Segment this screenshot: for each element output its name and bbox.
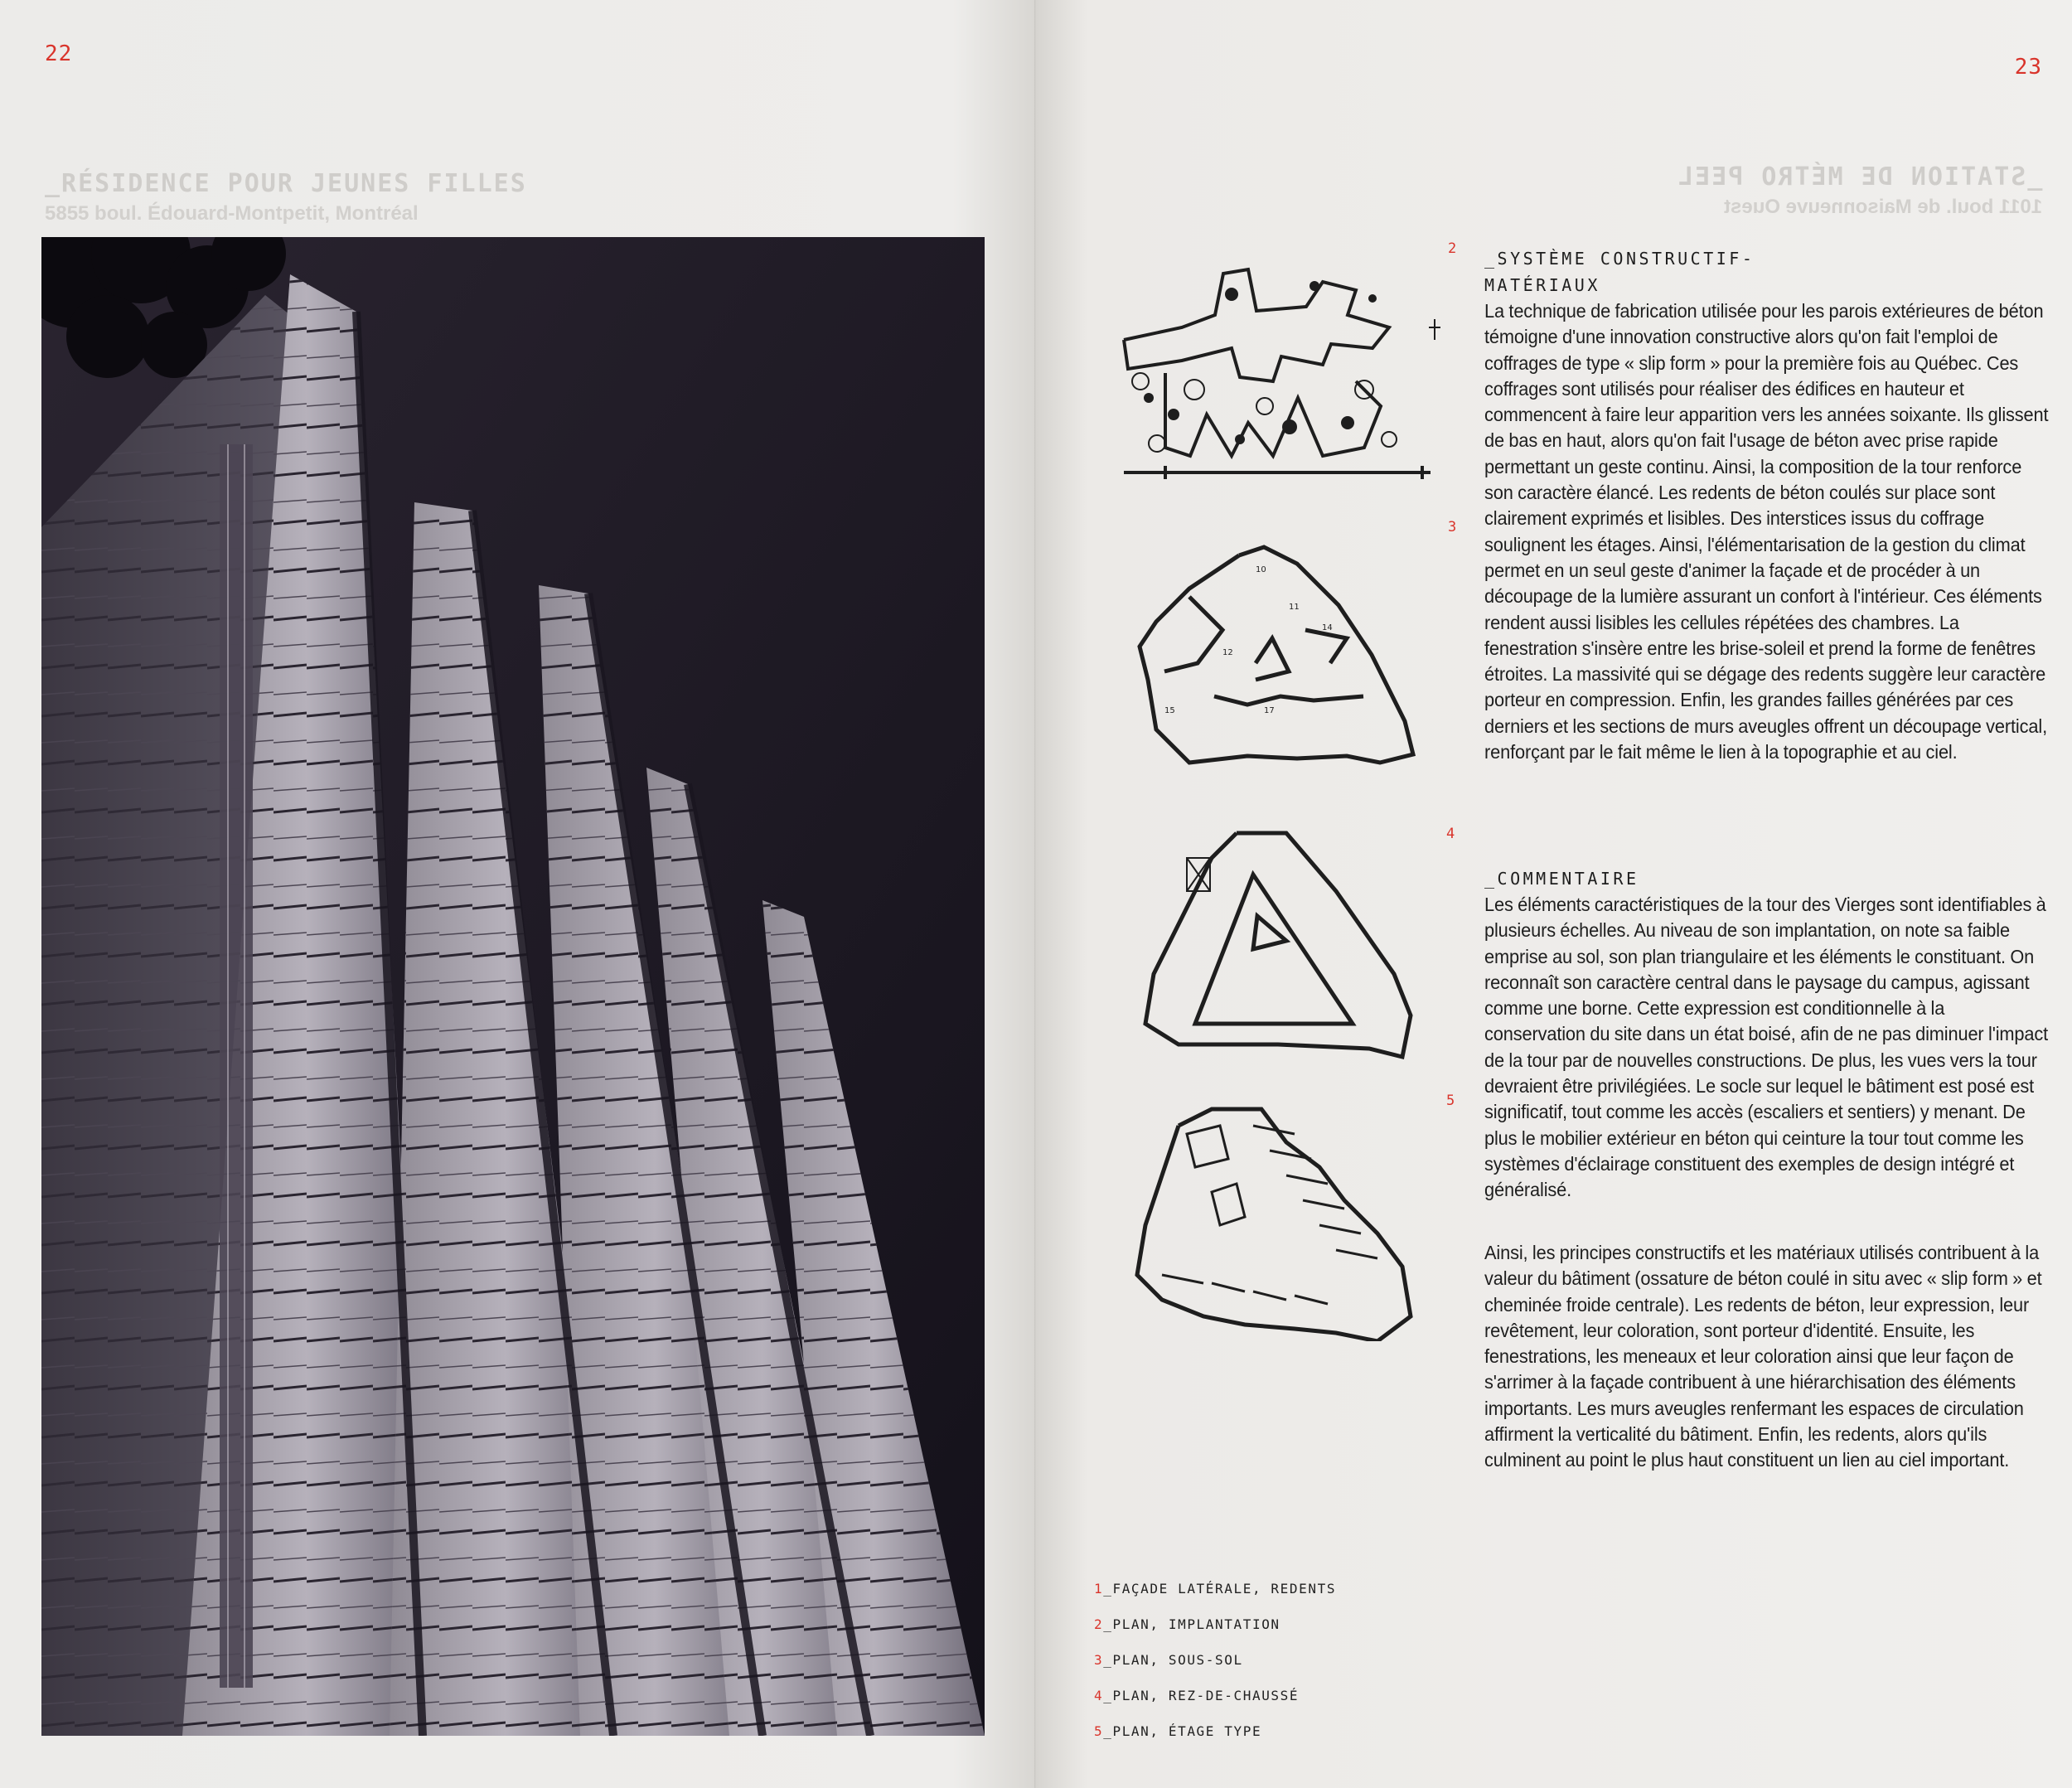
show-through-title-right: _STATION DE MÉTRO PEEL xyxy=(1676,162,2042,191)
page-number-left: 22 xyxy=(45,41,73,66)
paragraph-commentaire-1: Les éléments caractéristiques de la tour des Vierges sont identifiables à plusieurs échelles. Au niveau de son implantation, on note sa faible emprise au sol, son plan triangulaire et les éléments le constituant. On reconnaît son caractère central dans le paysage du campus, agissant comme une borne. Cette expression est conditionnelle à la conservation du site dans un état boisé, afin de ne pas diminuer l'impact de la tour par de nouvelles constructions. De plus, les vues vers la tour devraient être privilégiées. Le socle sur lequel le bâtiment est posé est significatif, tout comme les accès (escaliers et sentiers) y menant. De plus le mobilier extérieur en béton qui ceinture la tour tout comme les systèmes d'éclairage constituent des exemples de design intégré et généralisé. xyxy=(1484,894,2049,1201)
paragraph-systeme-constructif: La technique de fabrication utilisée pour les parois extérieures de béton témoigne d'une innovation constructive alors qu'on fait l'emploi de coffrages de type « slip form » pour la première fois au Québec. Ces coffrages sont utilisés pour réaliser des édifices en hauteur et commencent à faire leur apparition vers les années soixante. Ils glissent de bas en haut, alors qu'on fait l'usage de béton avec prise rapide permettant un geste continu. Ainsi, la composition de la tour renforce son caractère élancé. Les redents de béton coulés sur place sont clairement exprimés et lisibles. Des interstices issus du coffrage soulignent les étages. Ainsi, l'élémentarisation de la gestion du climat permet en un seul geste d'animer la façade et de procéder à un découpage de la lumière assurant un confort à l'intérieur. Ces éléments rendent aussi lisibles les cellules répétées des chambres. La fenestration s'insère entre les brise-soleil et prend la forme de fenêtres étroites. La massivité qui se dégage des redents suggère leur caractère porteur en compression. Enfin, les grandes failles générées par ces derniers et les sections de murs aveugles offrent un découpage vertical, renforçant par le fait même le lien à la topographie et au ciel. xyxy=(1484,300,2049,763)
caption-number: 1 xyxy=(1094,1581,1104,1597)
figure-captions xyxy=(1094,1580,1336,1758)
caption-number: 4 xyxy=(1094,1688,1104,1703)
svg-text:12: 12 xyxy=(1222,648,1233,657)
caption-1 xyxy=(1094,1580,1336,1616)
caption-text: _PLAN, IMPLANTATION xyxy=(1103,1616,1280,1632)
svg-text:10: 10 xyxy=(1256,565,1266,574)
svg-text:15: 15 xyxy=(1164,706,1175,715)
show-through-subtitle-left: 5855 boul. Édouard-Montpetit, Montréal xyxy=(45,202,419,225)
page-number-right: 23 xyxy=(2014,55,2042,80)
show-through-subtitle-right: 1011 boul. de Maisonneuve Ouest xyxy=(1723,196,2042,218)
ground-floor-plan-drawing xyxy=(1129,825,1435,1078)
figure-number-5: 5 xyxy=(1446,1093,1455,1109)
figure-number-3: 3 xyxy=(1448,519,1457,535)
caption-text: _PLAN, REZ-DE-CHAUSSÉ xyxy=(1103,1688,1300,1703)
text-column xyxy=(1484,245,2048,1474)
caption-number: 5 xyxy=(1094,1723,1104,1739)
caption-text: _PLAN, SOUS-SOL xyxy=(1103,1652,1243,1668)
heading-commentaire: _COMMENTAIRE xyxy=(1484,869,1639,889)
heading-systeme-constructif-line2: MATÉRIAUX xyxy=(1484,275,1600,295)
heading-systeme-constructif-line1: _SYSTÈME CONSTRUCTIF- xyxy=(1484,249,1755,269)
caption-text: _FAÇADE LATÉRALE, REDENTS xyxy=(1103,1581,1337,1597)
show-through-title-left: _RÉSIDENCE POUR JEUNES FILLES xyxy=(45,169,527,198)
typical-floor-plan-drawing xyxy=(1129,1093,1435,1345)
caption-number: 2 xyxy=(1094,1616,1104,1632)
caption-text: _PLAN, ÉTAGE TYPE xyxy=(1103,1723,1262,1739)
facade-photo xyxy=(41,237,985,1736)
basement-plan-drawing xyxy=(1131,539,1430,792)
paragraph-commentaire-2: Ainsi, les principes constructifs et les matériaux utilisés contribuent à la valeur du bâtiment (ossature de béton coulé in situ avec « slip form » et cheminée froide centrale). Les redents de béton, leur expression, leur revêtement, leur coloration, sont porteur d'identité. Ensuite, les fenestrations, les meneaux et leur coloration ainsi que leur façon de s'arrimer à la façade contribuent à une hiérarchisation des éléments importants. Les murs aveugles renfermant les espaces de circulation affirment la verticalité du bâtiment. Enfin, les redents, alors qu'ils culminent au point le plus haut constituent un lien au ciel important. xyxy=(1484,1242,2042,1471)
site-plan-drawing xyxy=(1116,249,1447,502)
caption-2 xyxy=(1094,1616,1336,1651)
svg-text:17: 17 xyxy=(1264,706,1275,715)
caption-5 xyxy=(1094,1723,1336,1758)
caption-4 xyxy=(1094,1687,1336,1723)
caption-3 xyxy=(1094,1651,1336,1687)
svg-text:11: 11 xyxy=(1289,603,1300,612)
svg-text:14: 14 xyxy=(1322,623,1333,632)
figure-number-2: 2 xyxy=(1448,240,1457,257)
figure-number-4: 4 xyxy=(1446,826,1455,842)
caption-number: 3 xyxy=(1094,1652,1104,1668)
